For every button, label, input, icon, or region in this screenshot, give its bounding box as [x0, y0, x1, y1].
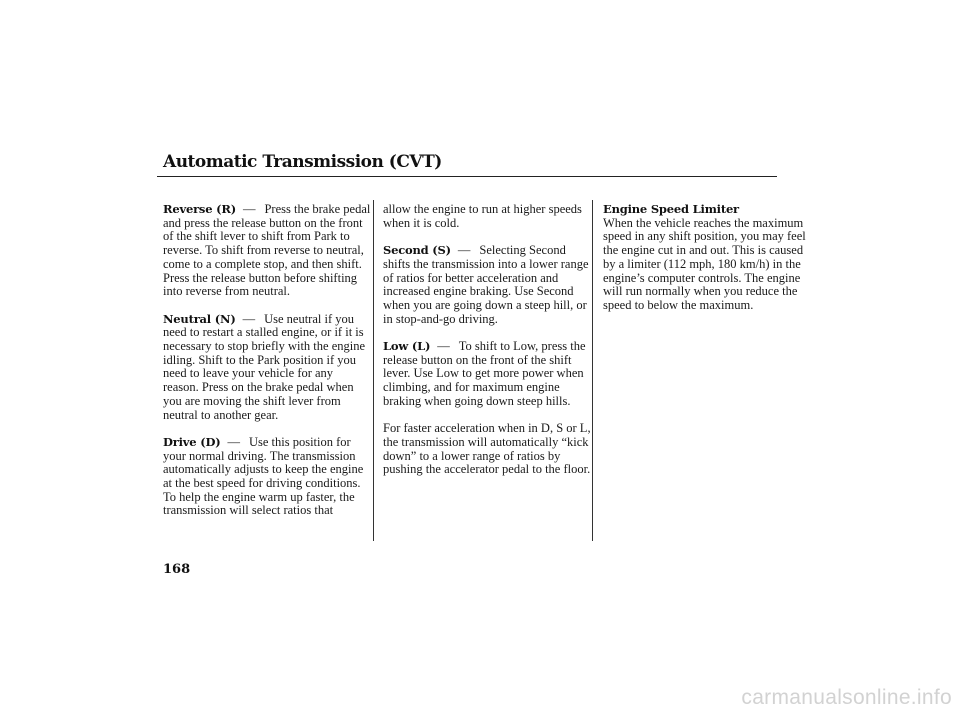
column-divider-1	[373, 200, 374, 541]
second-heading: Second (S)	[383, 243, 451, 258]
low-dash: —	[437, 339, 450, 353]
low-heading: Low (L)	[383, 339, 431, 353]
low-paragraph	[383, 340, 591, 409]
title-rule	[157, 176, 777, 177]
drive-dash: —	[227, 434, 240, 449]
kickdown-paragraph: For faster acceleration when in D, S or L, the transmission will automatically “kick down” to a lower range of ratios by pushing the accelerator pedal to the floor.	[383, 421, 591, 477]
page-number: 168	[163, 562, 191, 577]
reverse-dash: —	[242, 202, 256, 216]
limiter-text: When the vehicle reaches the maximum speed in any shift position, you may feel the engine cut in and out. This is caused by a limiter (112 mph, 180 km/h) in the engine’s computer controls. The engine will run normally when you reduce the speed to below the maximum.	[603, 215, 806, 312]
second-dash: —	[457, 243, 471, 258]
neutral-paragraph	[163, 313, 371, 423]
drive-heading: Drive (D)	[163, 434, 221, 449]
second-text: Selecting Second shifts the transmission into a lower range of ratios for better acceleration and increased engine braking. Use Second when you are going down a steep hill, or in stop-and-go driving.	[383, 243, 589, 326]
page-title: Automatic Transmission (CVT)	[163, 152, 442, 172]
column-middle	[383, 203, 591, 491]
drive-text: Use this position for your normal driving. The transmission automatically adjusts to keep the engine at the best speed for driving conditions. To help the engine warm up faster, the transmission will select ratios that	[163, 434, 364, 518]
second-paragraph	[383, 244, 591, 326]
reverse-heading: Reverse (R)	[163, 202, 236, 216]
reverse-text: Press the brake pedal and press the release button on the front of the shift lever to shift from Park to reverse. To shift from reverse to neutral, come to a complete stop, and then shift. Press the release button before shifting into reverse from neutral.	[163, 202, 371, 299]
drive-paragraph	[163, 436, 371, 518]
neutral-heading: Neutral (N)	[163, 311, 236, 326]
drive-continuation: allow the engine to run at higher speeds when it is cold.	[383, 202, 582, 230]
low-text: To shift to Low, press the release button on the front of the shift lever. Use Low to get more power when climbing, and for maximum engine braking when going down steep hills.	[383, 339, 586, 408]
column-right	[603, 203, 808, 326]
neutral-text: Use neutral if you need to restart a stalled engine, or if it is necessary to stop briefly with the engine idling. Shift to the Park position if you need to leave your vehicle for any reason. Press on the brake pedal when you are moving the shift lever from neutral to another gear.	[163, 311, 366, 422]
reverse-paragraph	[163, 203, 371, 299]
watermark-link[interactable]: carmanualsonline.info	[741, 686, 952, 709]
column-left	[163, 203, 371, 532]
neutral-dash: —	[242, 311, 256, 326]
limiter-heading: Engine Speed Limiter	[603, 202, 739, 216]
column-divider-2	[592, 200, 593, 541]
